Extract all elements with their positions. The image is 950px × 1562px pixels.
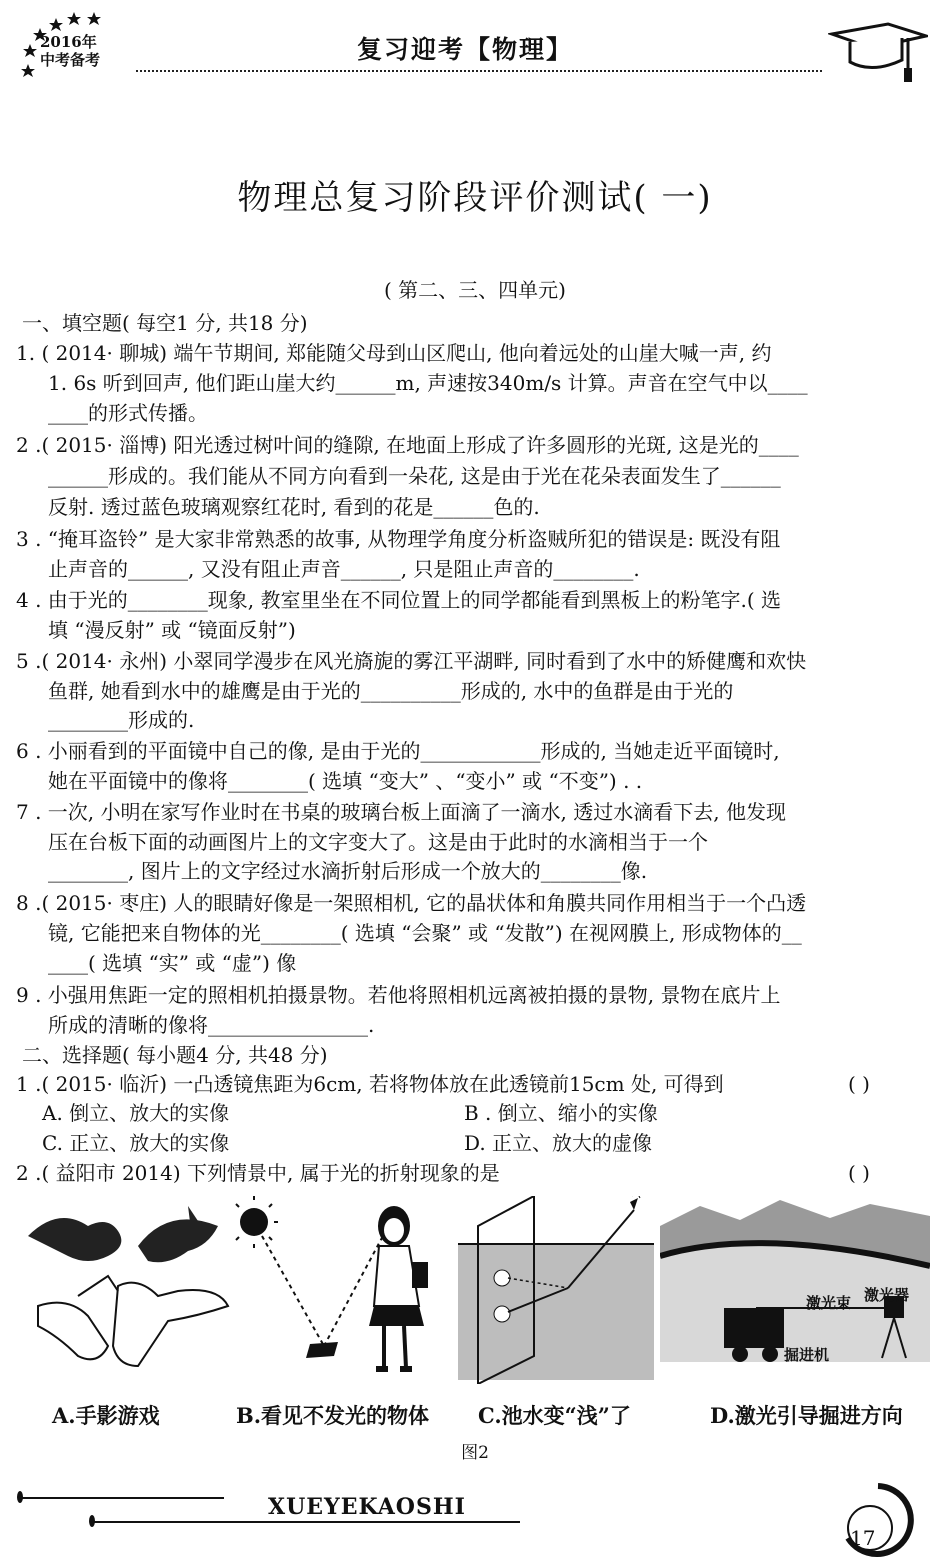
label-laser-device: 激光器 [864, 1286, 910, 1304]
caption-c: C.池水变“浅”了 [478, 1403, 631, 1428]
text-line: 6 . 小丽看到的平面镜中自己的像, 是由于光的____________形成的, 当她走近平面镜时, [16, 739, 780, 763]
text-line: 止声音的______, 又没有阻止声音______, 只是阻止声音的________. [48, 557, 640, 581]
section1-heading: 一、填空题( 每空1 分, 共18 分) [22, 311, 308, 335]
footer-brand: XUEYEKAOSHI [268, 1494, 466, 1520]
text-line: ____的形式传播。 [48, 401, 208, 425]
header-subtitle: 中考备考 [40, 51, 101, 69]
text-line: 4 . 由于光的________现象, 教室里坐在不同位置上的同学都能看到黑板上的粉笔字.( 选 [16, 588, 782, 612]
footer-rule [20, 1497, 224, 1499]
option-c: C. 正立、放大的实像 [42, 1131, 230, 1155]
option-a: A. 倒立、放大的实像 [42, 1101, 230, 1125]
header-title: 复习迎考【物理】 [357, 35, 574, 64]
text-line: 2 .( 2015· 淄博) 阳光透过树叶间的缝隙, 在地面上形成了许多圆形的光斑, 这是光的____ [16, 433, 799, 457]
text-line: ______形成的。我们能从不同方向看到一朵花, 这是由于光在花朵表面发生了______ [48, 464, 781, 488]
figure-label: 图2 [461, 1443, 489, 1463]
text-line: ________形成的. [48, 708, 195, 732]
footer-rule [90, 1521, 520, 1523]
text-line: 反射. 透过蓝色玻璃观察红花时, 看到的花是______色的. [48, 495, 540, 519]
text-line: 压在台板下面的动画图片上的文字变大了。这是由于此时的水滴相当于一个 [48, 830, 708, 854]
text-line: ____( 选填 “实” 或 “虚”) 像 [48, 951, 297, 975]
text-line: 8 .( 2015· 枣庄) 人的眼睛好像是一架照相机, 它的晶状体和角膜共同作用相当于一个凸透 [16, 891, 807, 915]
text-line: 9 . 小强用焦距一定的照相机拍摄景物。若他将照相机远离被拍摄的景物, 景物在底片上 [16, 983, 781, 1007]
caption-d: D.激光引导掘进方向 [710, 1403, 903, 1428]
caption-b: B.看见不发光的物体 [236, 1403, 430, 1428]
text-line: 鱼群, 她看到水中的雄鹰是由于光的__________形成的, 水中的鱼群是由于光的 [48, 679, 734, 703]
text-line: 5 .( 2014· 永州) 小翠同学漫步在风光旖旎的雾江平湖畔, 同时看到了水中的矫健鹰和欢快 [16, 649, 807, 673]
text-line: 镜, 它能把来自物体的光________( 选填 “会聚” 或 “发散”) 在视网膜上, 形成物体的__ [48, 921, 802, 945]
footer-dot-icon [86, 1515, 98, 1527]
answer-paren: ( ) [848, 1072, 870, 1096]
label-laser-beam: 激光束 [806, 1294, 852, 1312]
page-title: 物理总复习阶段评价测试( 一) [237, 178, 713, 218]
header-divider [136, 70, 822, 72]
page-subtitle: ( 第二、三、四单元) [384, 278, 566, 302]
text-line: 7 . 一次, 小明在家写作业时在书桌的玻璃台板上面滴了一滴水, 透过水滴看下去, 他发现 [16, 800, 786, 824]
question-2: 2 .( 益阳市 2014) 下列情景中, 属于光的折射现象的是 [16, 1161, 500, 1185]
question-1: 1 .( 2015· 临沂) 一凸透镜焦距为6cm, 若将物体放在此透镜前15cm 处, 可得到 [16, 1072, 724, 1096]
label-machine: 掘进机 [784, 1346, 830, 1364]
page-number: 17 [850, 1526, 876, 1550]
pool-refraction-image [458, 1196, 654, 1384]
footer-dot-icon [14, 1491, 26, 1503]
graduation-cap-icon [828, 18, 928, 84]
sun-book-girl-image [234, 1196, 450, 1384]
text-line: 1. 6s 听到回声, 他们距山崖大约______m, 声速按340m/s 计算。声音在空气中以____ [48, 371, 808, 395]
text-line: 所成的清晰的像将________________. [48, 1013, 375, 1037]
answer-paren: ( ) [848, 1161, 870, 1185]
text-line: 她在平面镜中的像将________( 选填 “变大” 、“变小” 或 “不变”) . . [48, 769, 643, 793]
caption-a: A.手影游戏 [52, 1403, 160, 1428]
text-line: 3 . “掩耳盗铃” 是大家非常熟悉的故事, 从物理学角度分析盗贼所犯的错误是: 既没有阻 [16, 527, 781, 551]
section2-heading: 二、选择题( 每小题4 分, 共48 分) [22, 1043, 328, 1067]
option-d: D. 正立、放大的虚像 [464, 1131, 653, 1155]
option-b: B . 倒立、缩小的实像 [464, 1101, 658, 1125]
text-line: ________, 图片上的文字经过水滴折射后形成一个放大的________像. [48, 859, 648, 883]
text-line: 1. ( 2014· 聊城) 端午节期间, 郑能随父母到山区爬山, 他向着远处的山崖大喊一声, 约 [16, 341, 772, 365]
header-year: 2016年 [40, 33, 97, 51]
laser-tunnel-image [660, 1196, 930, 1384]
text-line: 填 “漫反射” 或 “镜面反射”) [48, 618, 296, 642]
hand-shadow-image [18, 1196, 234, 1384]
